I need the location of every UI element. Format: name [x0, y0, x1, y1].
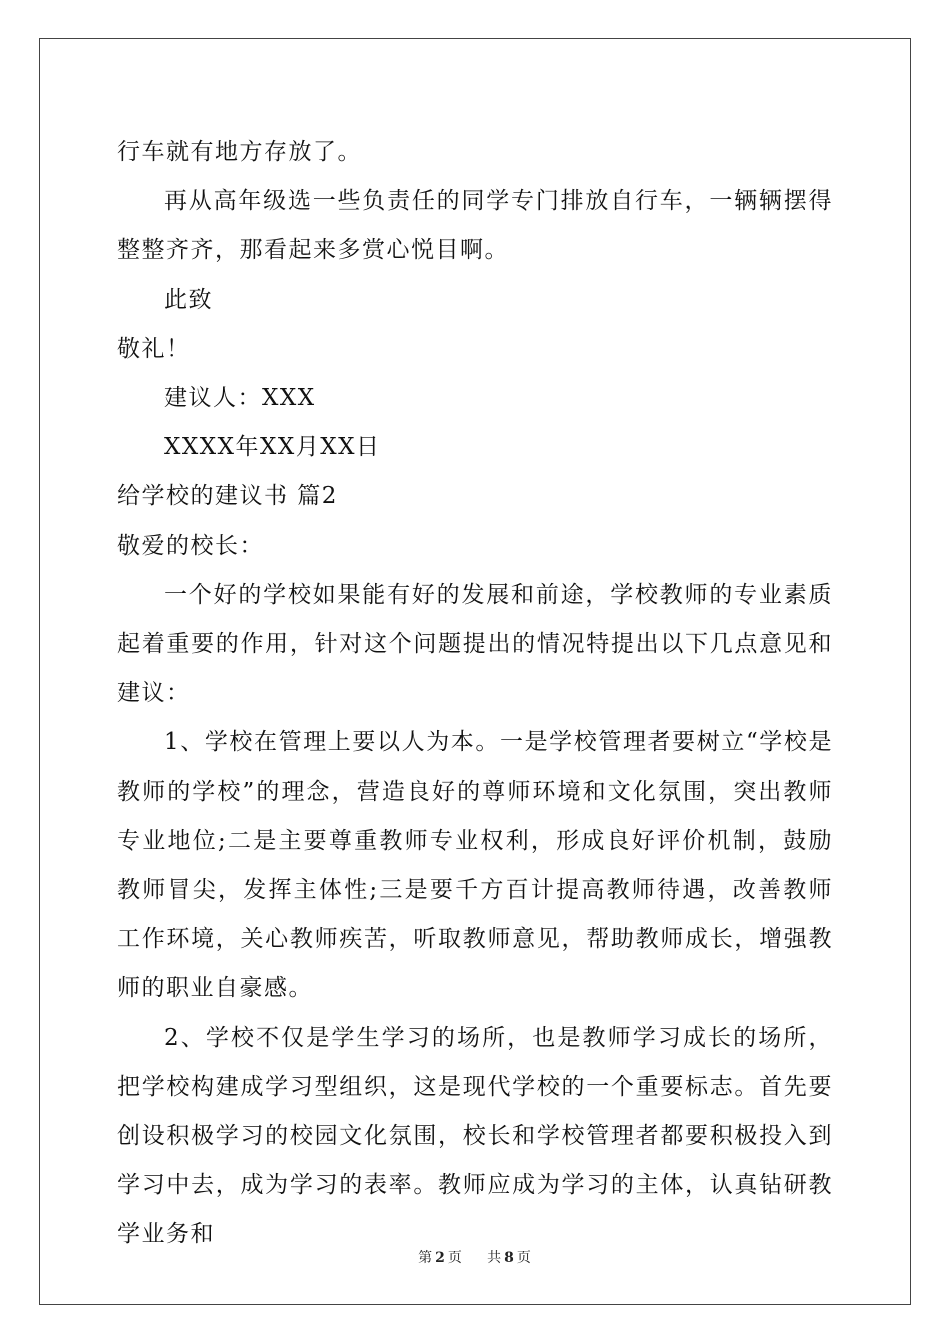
page-footer [0, 1247, 950, 1267]
paragraph: 一个好的学校如果能有好的发展和前途，学校教师的专业素质起着重要的作用，针对这个问题提出的情况特提出以下几点意见和建议： [117, 581, 833, 707]
paragraph: 2、学校不仅是学生学习的场所，也是教师学习成长的场所，把学校构建成学习型组织，这是现代学校的一个重要标志。首先要创设积极学习的校园文化氛围，校长和学校管理者都要积极投入到学习中去，成为学习的表率。教师应成为学习的主体，认真钻研教学业务和 [117, 1024, 833, 1248]
total-pages: 8 [504, 1250, 515, 1266]
paragraph: 1、学校在管理上要以人为本。一是学校管理者要树立“学校是教师的学校”的理念，营造良好的尊师环境和文化氛围，突出教师专业地位;二是主要尊重教师专业权利，形成良好评价机制，鼓励教师冒尖，发挥主体性;三是要千方百计提高教师待遇，改善教师工作环境，关心教师疾苦，听取教师意见，帮助教师成长，增强教师的职业自豪感。 [117, 729, 833, 1002]
date-line: XXXX年XX月XX日 [164, 434, 381, 461]
closing-respect: 敬礼！ [117, 335, 191, 362]
section-heading: 给学校的建议书 篇2 [117, 483, 338, 510]
paragraph: 行车就有地方存放了。 [117, 139, 362, 165]
greeting: 敬爱的校长： [117, 532, 264, 559]
page-number: 2 [435, 1250, 446, 1266]
document-body [117, 128, 833, 1260]
paragraph: 再从高年级选一些负责任的同学专门排放自行车，一辆辆摆得整整齐齐，那看起来多赏心悦目啊。 [117, 188, 833, 264]
page-indicator: 第 2 页 [418, 1250, 463, 1266]
total-pages-indicator: 共 8 页 [487, 1250, 532, 1266]
closing-salutation: 此致 [164, 286, 213, 313]
signature-line: 建议人：XXX [164, 385, 316, 412]
